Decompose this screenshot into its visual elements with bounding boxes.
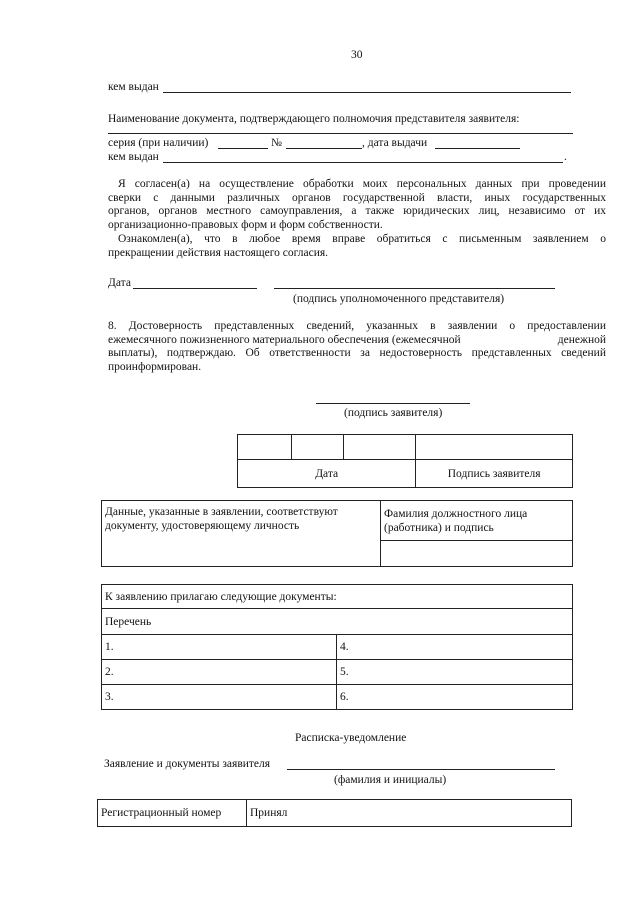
issue-date-label: , дата выдачи: [362, 137, 428, 149]
date-cell-1[interactable]: [238, 435, 292, 460]
consent-line-2: сверки с данными различных органов государственной власти, иных государственных: [108, 191, 606, 204]
representative-document-heading: Наименование документа, подтверждающего полномочия представителя заявителя:: [108, 113, 520, 125]
representative-signature-line[interactable]: [274, 288, 555, 289]
section-8-line-2a: ежемесячного пожизненного материального обеспечения (ежемесячной: [108, 333, 461, 346]
attachments-heading-cell: К заявлению прилагаю следующие документы:: [102, 585, 573, 609]
issued-by-line[interactable]: [163, 92, 571, 93]
page-number: 30: [351, 49, 363, 61]
attachments-table: [101, 584, 573, 710]
applicant-signature-line[interactable]: [316, 403, 470, 404]
section-8-line-1: 8. Достоверность представленных сведений, указанных в заявлении о предоставлении: [108, 320, 606, 332]
date-caption-cell: Дата: [238, 460, 416, 488]
issue-date-line[interactable]: [435, 148, 520, 149]
section-8-line-2b: денежной: [557, 333, 606, 346]
section-8-line-2: [108, 334, 606, 348]
date-line[interactable]: [133, 288, 257, 289]
acknowledge-line-2: прекращении действия настоящего согласия.: [108, 246, 329, 259]
section-8: [108, 320, 606, 374]
series-line[interactable]: [218, 148, 268, 149]
attachment-item-4[interactable]: 4.: [337, 635, 573, 660]
number-label: №: [271, 137, 282, 149]
date-label: Дата: [108, 277, 131, 289]
applicant-signature-caption: (подпись заявителя): [344, 407, 443, 419]
issued-by-line-2[interactable]: [163, 162, 563, 163]
official-signature-cell[interactable]: [381, 541, 573, 567]
consent-line-1: Я согласен(а) на осуществление обработки моих персональных данных при проведении: [118, 178, 606, 190]
signature-caption-cell: Подпись заявителя: [416, 460, 573, 488]
attachment-item-5[interactable]: 5.: [337, 660, 573, 685]
attachment-item-3[interactable]: 3.: [102, 685, 337, 710]
consent-line-4: организационно-правовых форм и форм собственности.: [108, 218, 383, 231]
registration-table: [97, 799, 572, 827]
attachment-item-2[interactable]: 2.: [102, 660, 337, 685]
receipt-caption: (фамилия и инициалы): [334, 774, 447, 786]
official-name-label-cell: Фамилия должностного лица (работника) и подпись: [381, 501, 573, 541]
signature-cell[interactable]: [416, 435, 573, 460]
number-line[interactable]: [286, 148, 362, 149]
registration-number-cell: Регистрационный номер: [98, 800, 247, 827]
receipt-name-line[interactable]: [287, 769, 555, 770]
issued-by-label-2: кем выдан: [108, 151, 159, 163]
attachment-item-1[interactable]: 1.: [102, 635, 337, 660]
series-label: серия (при наличии): [108, 137, 209, 149]
date-cell-2[interactable]: [291, 435, 343, 460]
receipt-title: Расписка-уведомление: [295, 732, 407, 744]
verification-table: [101, 500, 573, 567]
representative-signature-caption: (подпись уполномоченного представителя): [293, 293, 505, 305]
period: .: [564, 151, 567, 163]
accepted-by-cell[interactable]: Принял: [247, 800, 572, 827]
attachments-list-label-cell: Перечень: [102, 609, 573, 635]
receipt-line-label: Заявление и документы заявителя: [104, 758, 271, 770]
date-signature-table: [237, 434, 573, 488]
consent-paragraph: [108, 178, 606, 260]
section-8-line-4: проинформирован.: [108, 360, 202, 373]
verification-text-cell: Данные, указанные в заявлении, соответствуют документу, удостоверяющему личность: [102, 501, 381, 567]
representative-document-line[interactable]: [108, 133, 573, 134]
section-8-line-3: выплаты), подтверждаю. Об ответственности за недостоверность представленных сведений: [108, 347, 606, 359]
date-cell-3[interactable]: [343, 435, 416, 460]
attachment-item-6[interactable]: 6.: [337, 685, 573, 710]
acknowledge-line-1: Ознакомлен(а), что в любое время вправе обратиться с письменным заявлением о: [118, 233, 606, 245]
issued-by-label: кем выдан: [108, 81, 159, 93]
consent-line-3: органов, органов местного самоуправления, а также юридических лиц, независимо от их: [108, 205, 606, 217]
